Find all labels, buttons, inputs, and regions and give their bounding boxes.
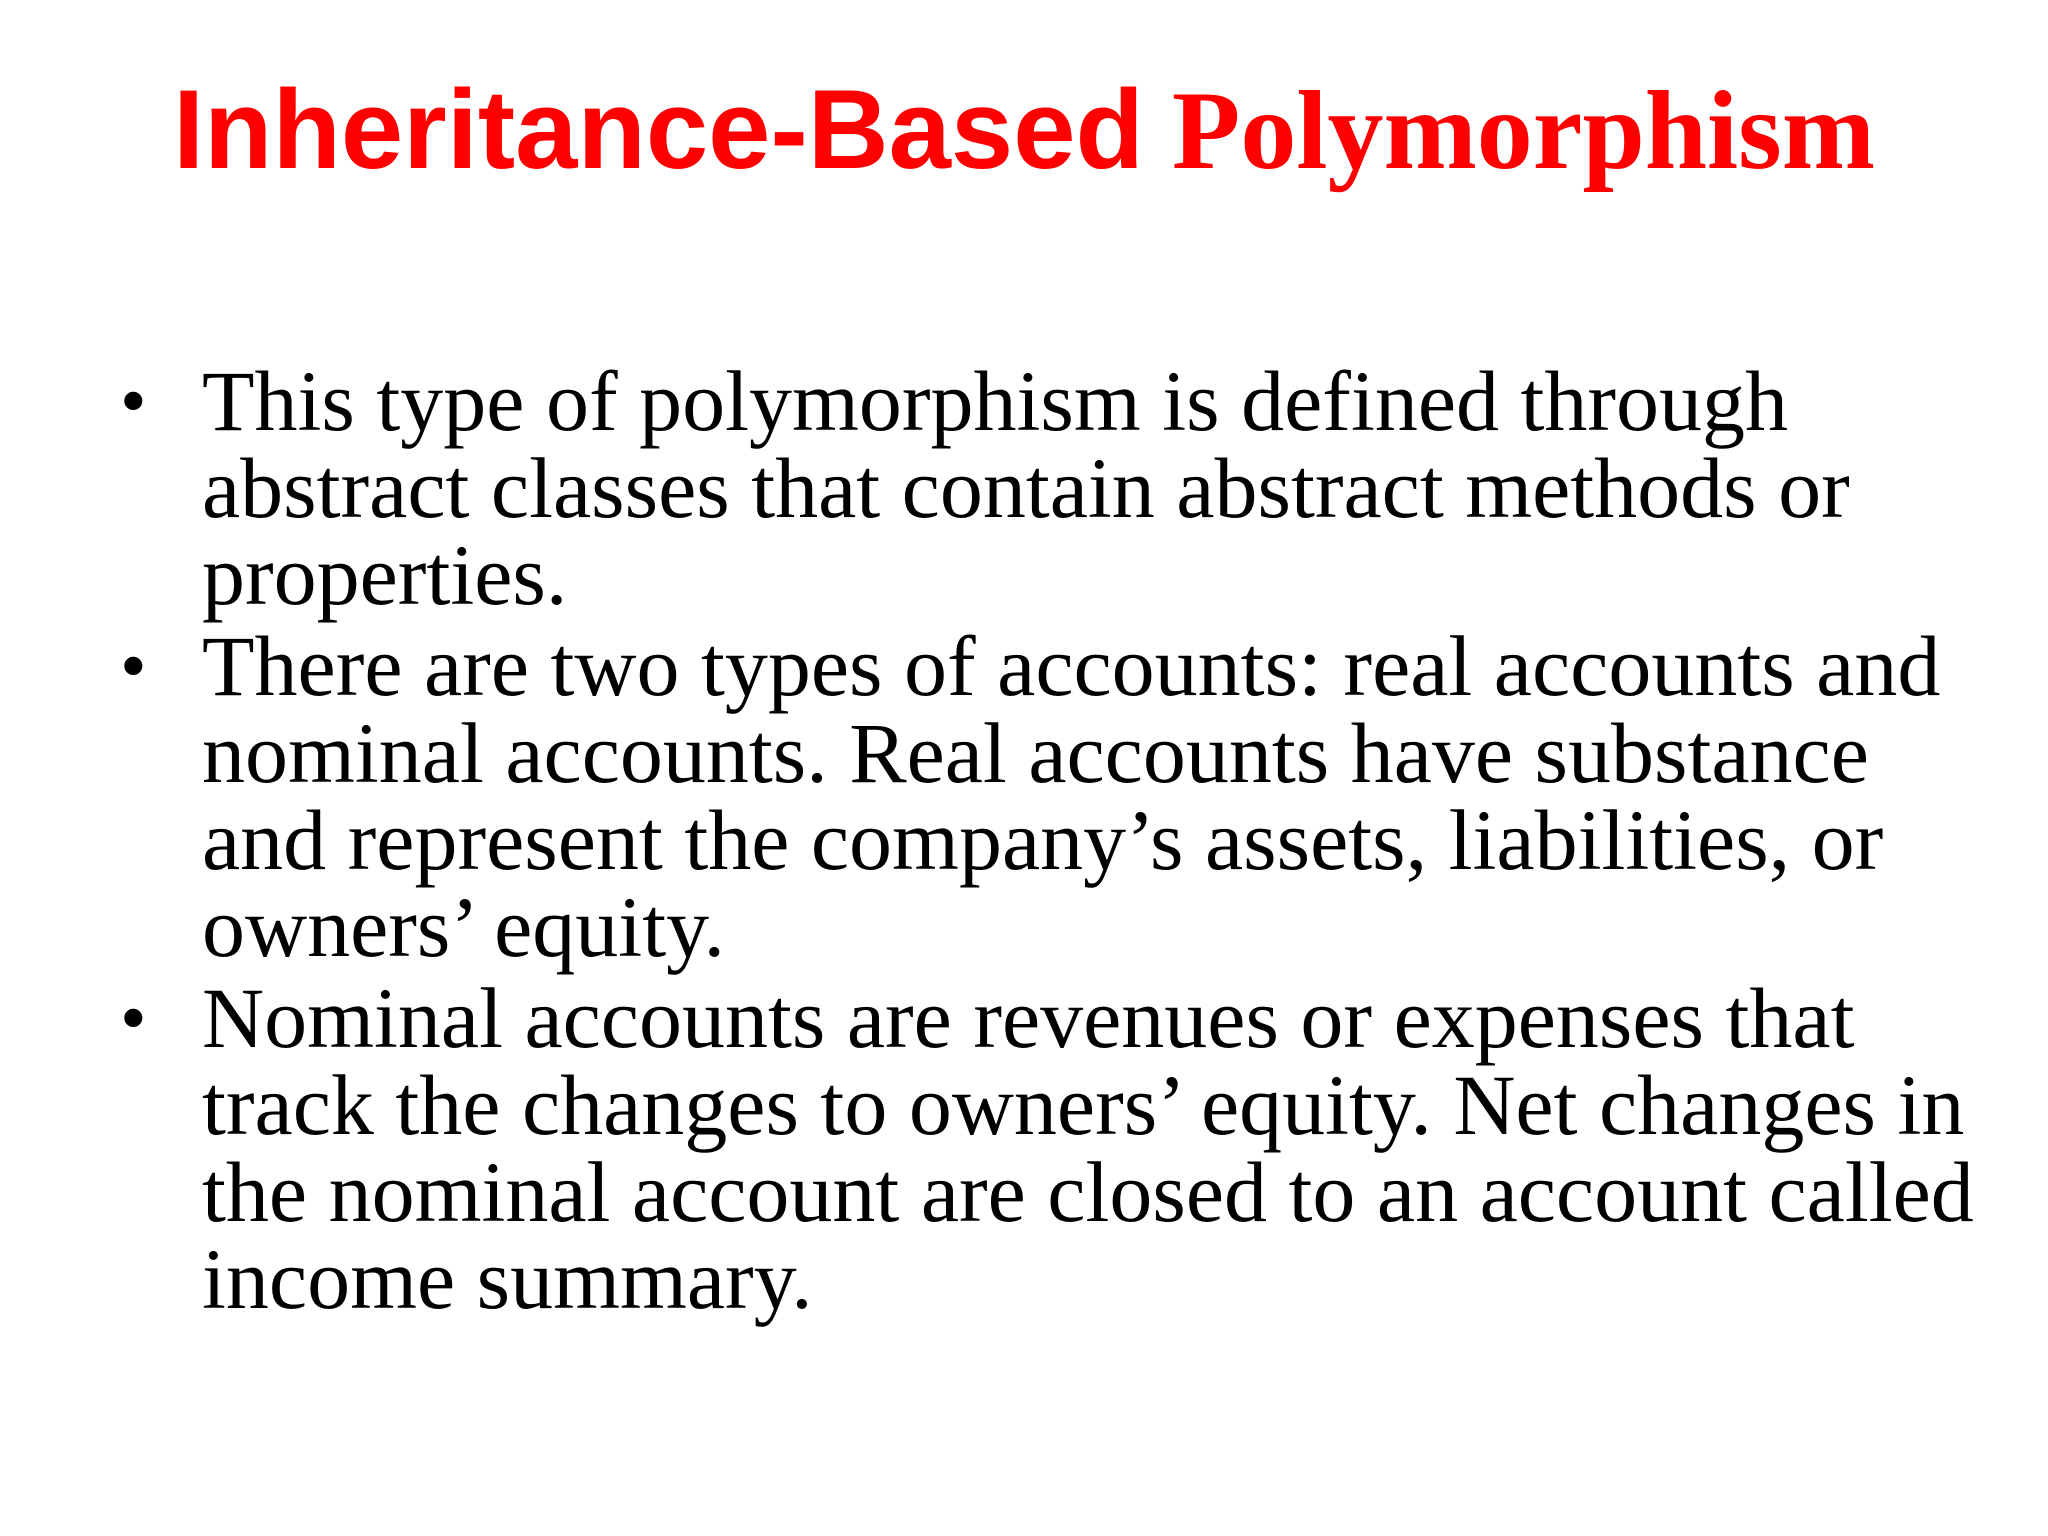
bullet-list [120, 353, 1980, 1327]
bullet-text-1: This type of polymorphism is defined through abstract classes that contain abstract methods or properties. [202, 353, 1850, 623]
bullet-icon: • [120, 976, 147, 1060]
bullet-item-1 [120, 353, 1980, 623]
bullet-item-3 [120, 970, 1980, 1327]
bullet-text-2: There are two types of accounts: real accounts and nominal accounts. Real accounts have substance and represent the company’s assets, liabilities, or owners’ equity. [202, 618, 1941, 975]
bullet-icon: • [120, 624, 147, 708]
bullet-icon: • [120, 359, 147, 443]
bullet-item-2 [120, 618, 1980, 975]
bullet-text-3: Nominal accounts are revenues or expenses that track the changes to owners’ equity. Net changes in the nominal account are closed to an account called income summary. [202, 970, 1974, 1327]
slide-title [0, 60, 2048, 201]
title-part-1: Inheritance-Based [172, 67, 1144, 192]
title-part-2: Polymorphism [1171, 69, 1876, 193]
